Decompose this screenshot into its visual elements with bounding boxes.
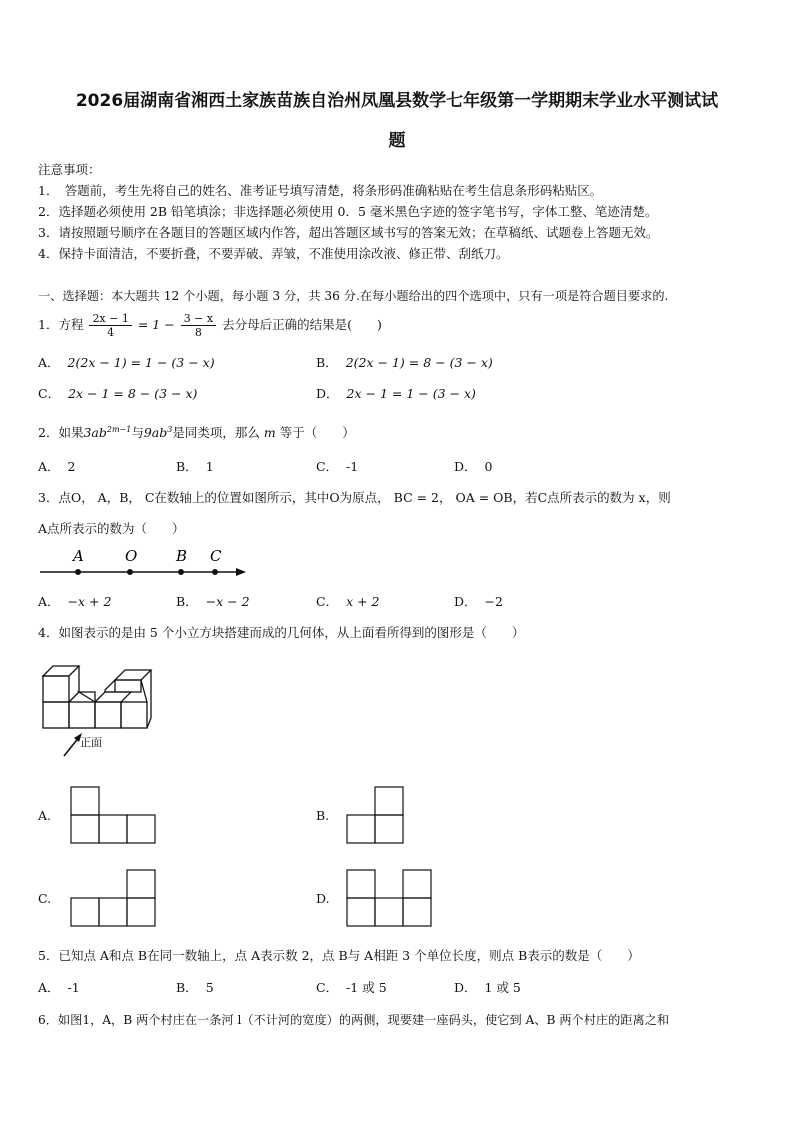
point-c-label: C — [210, 547, 222, 565]
q4-option-a-label[interactable]: A. — [38, 808, 52, 823]
fraction-numerator: 3 − x — [181, 312, 216, 326]
q1-equals: = 1 − — [137, 317, 175, 332]
option-text: 0 — [484, 459, 493, 474]
question-4: 4．如图表示的是由 5 个小立方块搭建而成的几何体，从上面看所得到的图形是（ ） — [38, 625, 525, 640]
section-heading: 一、选择题：本大题共 12 个小题，每小题 3 分，共 36 分.在每小题给出的四个选项中，只有一项是符合题目要求的. — [38, 289, 669, 303]
exam-title-continued: 题 — [388, 131, 406, 151]
option-label: B． — [176, 980, 198, 995]
option-label: C． — [38, 386, 61, 401]
exam-title: 2026届湖南省湘西土家族苗族自治州凤凰县数学七年级第一学期期末学业水平测试试 — [75, 91, 719, 111]
option-label: C． — [316, 594, 339, 609]
q2-exponent2: 3 — [167, 425, 173, 434]
q1-fraction-right — [181, 312, 216, 339]
option-text: x + 2 — [346, 594, 380, 609]
option-text: 2x − 1 = 8 − (3 − x) — [68, 386, 198, 401]
q2-connector: 与 — [131, 425, 144, 441]
fraction-denominator: 8 — [194, 326, 202, 339]
q2-variable: m — [263, 425, 276, 441]
option-text: 2(2x − 1) = 1 − (3 − x) — [67, 355, 215, 370]
q2-term1: 3ab — [83, 425, 107, 441]
option-label: C． — [316, 980, 339, 995]
option-text: 2(2x − 1) = 8 − (3 − x) — [345, 355, 493, 370]
option-label: A． — [38, 355, 60, 370]
point-o-dot — [127, 569, 133, 575]
q2-exponent1: 2m−1 — [106, 425, 132, 434]
note-item: 3．请按照题号顺序在各题目的答题区域内作答，超出答题区域书写的答案无效；在草稿纸、试题卷上答题无效。 — [38, 225, 659, 240]
point-a-dot — [75, 569, 81, 575]
q5-option-b[interactable] — [176, 980, 214, 996]
q1-suffix: 去分母后正确的结果是( ) — [222, 317, 382, 332]
q5-option-c[interactable] — [316, 980, 387, 996]
notes-heading: 注意事项： — [38, 162, 101, 177]
option-text: 5 — [205, 980, 214, 995]
question-3-continued: A点所表示的数为（ ） — [38, 521, 185, 536]
q3-option-b[interactable] — [176, 594, 250, 610]
option-label: A． — [38, 980, 60, 995]
q2-option-d[interactable] — [454, 459, 492, 475]
q2-suffix: 是同类项，那么 — [172, 425, 260, 441]
option-text: 1 或 5 — [484, 980, 521, 995]
option-label: B． — [176, 594, 198, 609]
q1-fraction-left — [89, 312, 131, 339]
question-3: 3．点O， A，B， C在数轴上的位置如图所示，其中O为原点， BC = 2， OA = OB，若C点所表示的数为 x，则 — [38, 490, 671, 505]
note-item: 4．保持卡面清洁，不要折叠，不要弄破、弄皱，不准使用涂改液、修正带、刮纸刀。 — [38, 246, 509, 261]
fraction-denominator: 4 — [107, 326, 115, 339]
option-label: D． — [454, 980, 477, 995]
point-b-dot — [178, 569, 184, 575]
q2-option-c[interactable] — [316, 459, 358, 475]
cube-solid-figure — [40, 660, 150, 760]
fraction-numerator: 2x − 1 — [89, 312, 131, 326]
number-line-figure — [38, 545, 250, 581]
option-text: 2 — [67, 459, 76, 474]
q2-option-b[interactable] — [176, 459, 214, 475]
q2-option-a[interactable] — [38, 459, 75, 475]
question-6: 6．如图1，A，B 两个村庄在一条河 l（不计河的宽度）的两侧，现要建一座码头，使它到 A、B 两个村庄的距离之和 — [38, 1013, 670, 1027]
q4-option-c-label[interactable]: C. — [38, 891, 52, 906]
point-c-dot — [212, 569, 218, 575]
q5-option-d[interactable] — [454, 980, 521, 996]
option-label: B． — [316, 355, 338, 370]
point-a-label: A — [73, 547, 84, 565]
q2-prefix: 2．如果 — [38, 425, 84, 441]
q2-term2: 9ab — [143, 425, 168, 441]
option-text: 2x − 1 = 1 − (3 − x) — [346, 386, 476, 401]
question-5: 5．已知点 A和点 B在同一数轴上，点 A表示数 2，点 B与 A相距 3 个单位长度，则点 B表示的数是（ ） — [38, 948, 640, 963]
q3-option-a[interactable] — [38, 594, 111, 610]
q4-option-c-figure[interactable] — [70, 869, 156, 927]
q4-option-d-figure[interactable] — [346, 869, 432, 927]
option-label: D． — [316, 386, 339, 401]
option-label: A． — [38, 459, 60, 474]
option-label: A． — [38, 594, 60, 609]
note-item: 2．选择题必须使用 2B 铅笔填涂；非选择题必须使用 0．5 毫米黑色字迹的签字笔书写，字体工整、笔迹清楚。 — [38, 204, 658, 219]
q2-question-end: 等于（ ） — [279, 425, 355, 441]
q4-option-a-figure[interactable] — [70, 786, 156, 844]
option-text: -1 或 5 — [346, 980, 387, 995]
arrow-icon — [236, 568, 246, 576]
q1-option-b[interactable] — [316, 355, 493, 371]
q4-option-b-figure[interactable] — [346, 786, 404, 844]
q1-option-d[interactable] — [316, 386, 476, 402]
point-b-label: B — [176, 547, 188, 565]
option-text: -1 — [67, 980, 80, 995]
option-text: −x − 2 — [205, 594, 250, 609]
front-label: 正面 — [80, 736, 102, 749]
q1-option-a[interactable] — [38, 355, 215, 371]
option-label: C． — [316, 459, 339, 474]
q1-option-c[interactable] — [38, 386, 197, 402]
q3-option-d[interactable] — [454, 594, 503, 610]
option-text: -1 — [346, 459, 359, 474]
question-1 — [38, 310, 382, 340]
note-item: 1． 答题前，考生先将自己的姓名、准考证号填写清楚，将条形码准确粘贴在考生信息条形码粘贴区。 — [38, 183, 603, 198]
q3-option-c[interactable] — [316, 594, 380, 610]
option-label: D． — [454, 459, 477, 474]
q5-option-a[interactable] — [38, 980, 80, 996]
option-label: D． — [454, 594, 477, 609]
q1-prefix: 1．方程 — [38, 317, 84, 332]
q4-option-b-label[interactable]: B. — [316, 808, 330, 823]
option-text: −x + 2 — [67, 594, 112, 609]
option-text: 1 — [205, 459, 214, 474]
q4-option-d-label[interactable]: D. — [316, 891, 330, 906]
option-label: B． — [176, 459, 198, 474]
question-2 — [38, 422, 355, 441]
point-o-label: O — [125, 547, 138, 565]
option-text: −2 — [484, 594, 503, 609]
